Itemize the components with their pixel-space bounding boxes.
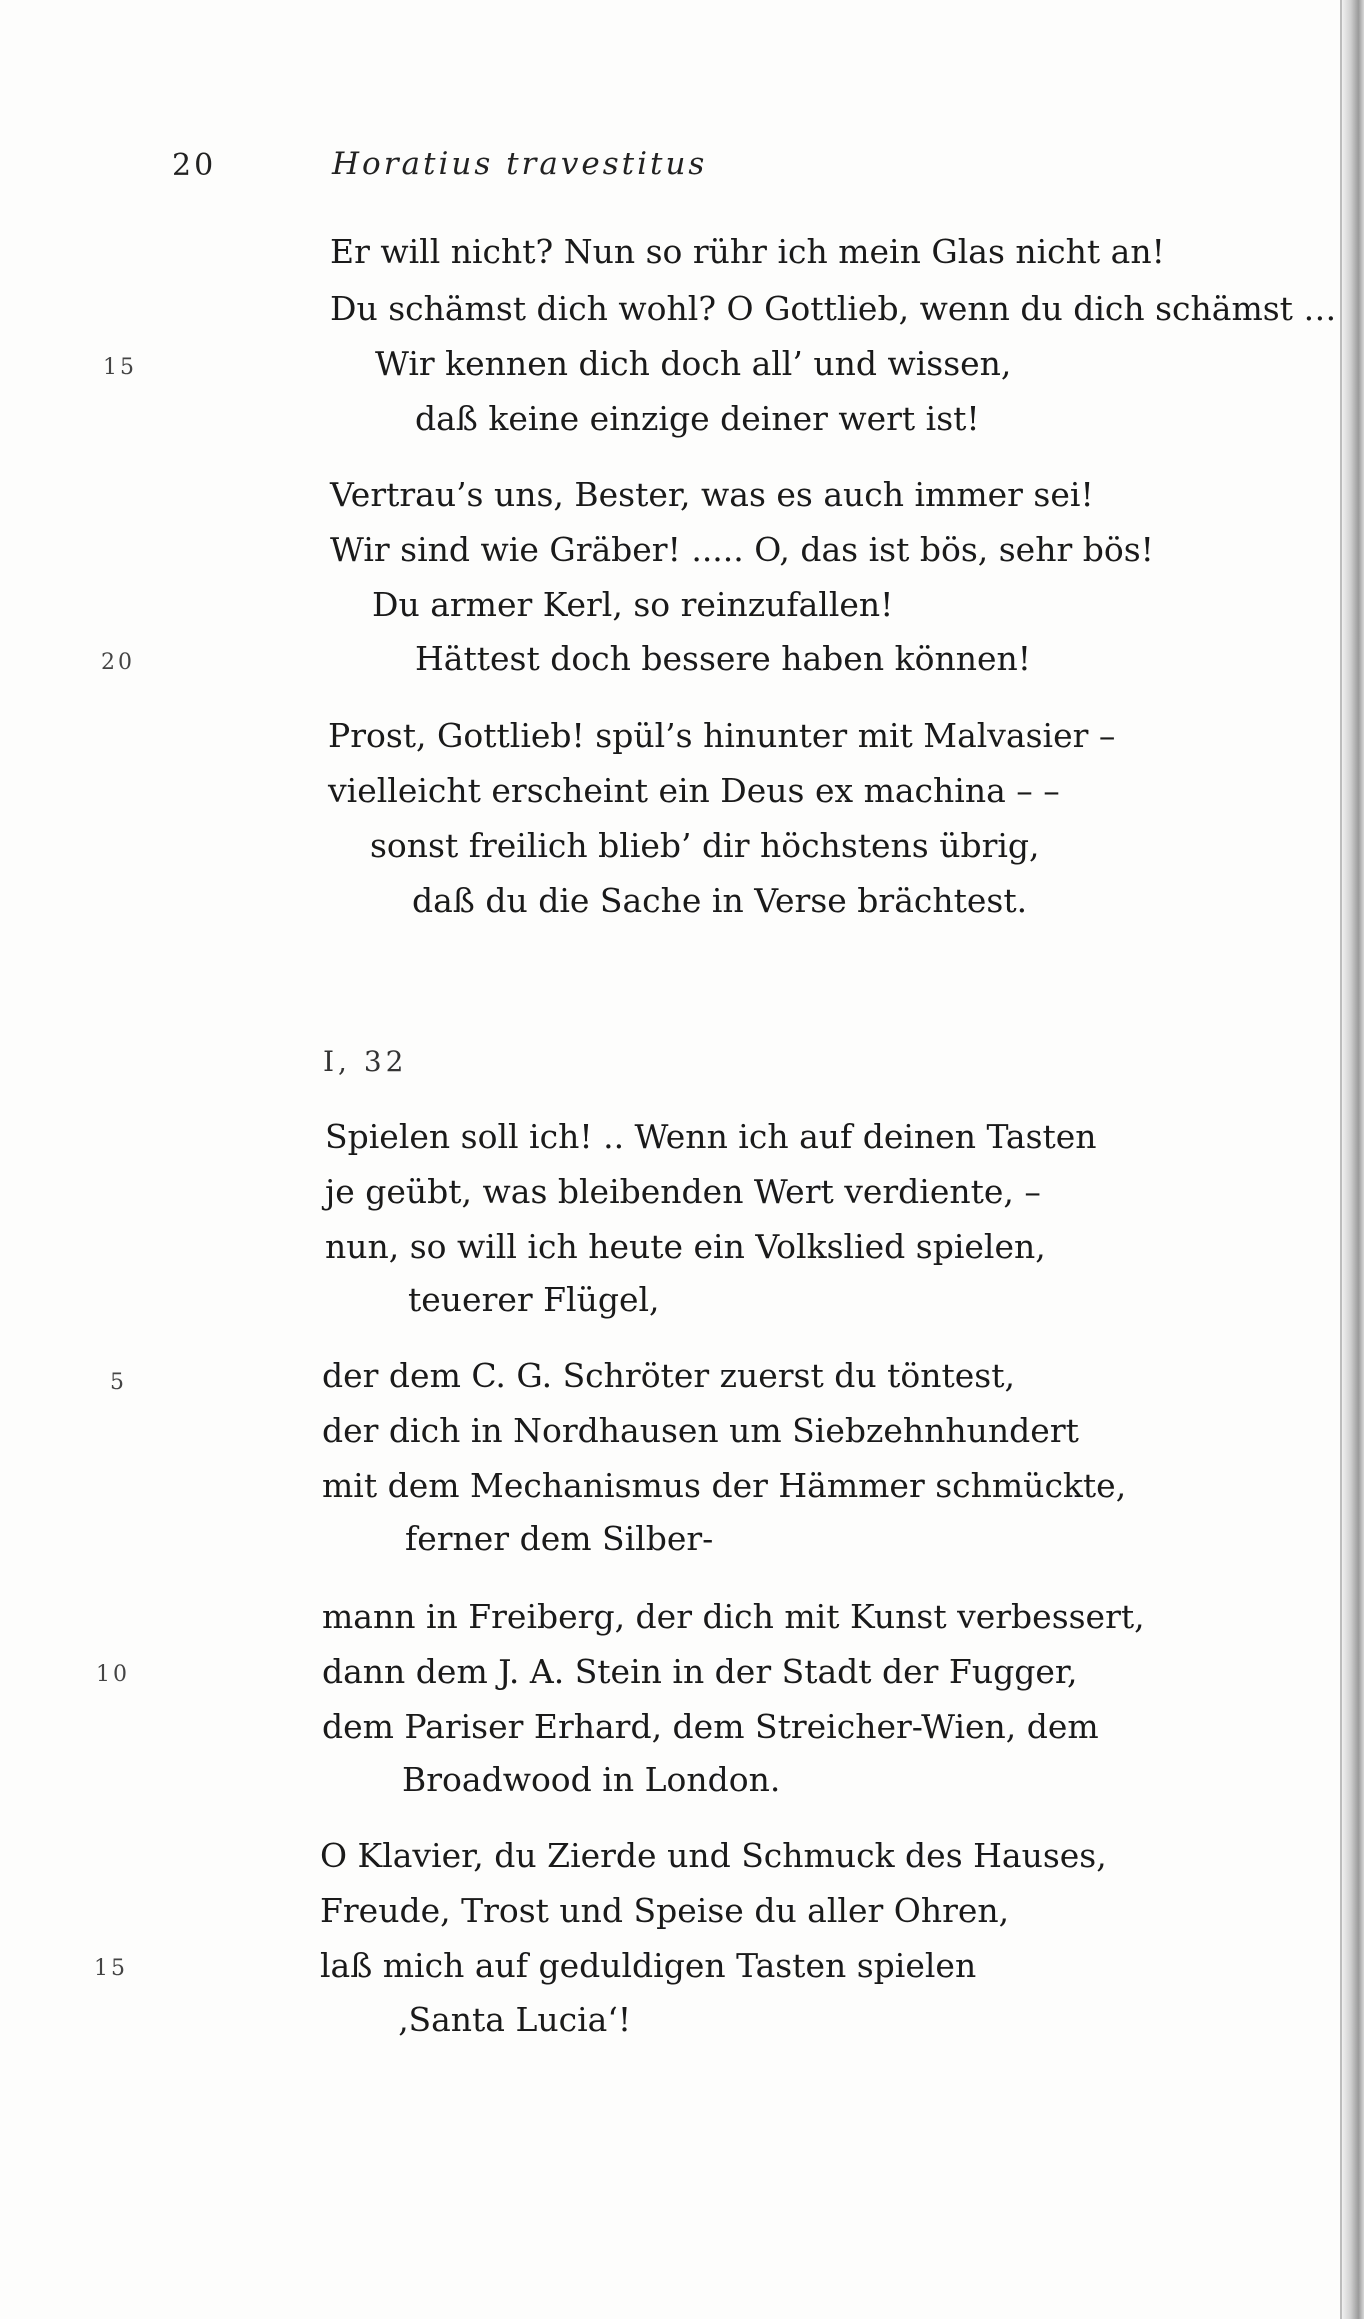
poem-line: dann dem J. A. Stein in der Stadt der Fugger, [322,1652,1078,1691]
page-number: 20 [172,148,217,183]
line-number: 15 [103,355,137,380]
poem-line: daß keine einzige deiner wert ist! [415,399,980,438]
poem-line: nun, so will ich heute ein Volkslied spielen, [325,1227,1046,1266]
line-number: 5 [110,1370,127,1395]
poem-line: Vertrau’s uns, Bester, was es auch immer sei! [330,475,1094,514]
poem-line: der dem C. G. Schröter zuerst du töntest, [322,1356,1015,1395]
poem-line: Broadwood in London. [402,1760,781,1799]
poem-line: je geübt, was bleibenden Wert verdiente, – [325,1172,1041,1211]
poem-line: mit dem Mechanismus der Hämmer schmückte, [322,1466,1127,1505]
poem-line: Prost, Gottlieb! spül’s hinunter mit Malvasier – [328,716,1116,755]
poem-line: Du armer Kerl, so reinzufallen! [372,585,894,624]
poem-line: ‚Santa Lucia‘! [398,2000,632,2039]
poem-line: O Klavier, du Zierde und Schmuck des Hauses, [320,1836,1107,1875]
line-number: 10 [96,1662,130,1687]
poem-line: Du schämst dich wohl? O Gottlieb, wenn du dich schämst … [330,289,1337,328]
poem-line: laß mich auf geduldigen Tasten spielen [320,1946,977,1985]
poem-line: teuerer Flügel, [408,1280,660,1319]
poem-line: mann in Freiberg, der dich mit Kunst verbessert, [322,1597,1145,1636]
poem-line: Spielen soll ich! .. Wenn ich auf deinen Tasten [325,1117,1097,1156]
poem-line: Er will nicht? Nun so rühr ich mein Glas nicht an! [330,232,1165,271]
page-edge-shadow [1342,0,1364,2319]
poem-line: Freude, Trost und Speise du aller Ohren, [320,1891,1010,1930]
line-number: 15 [94,1956,128,1981]
running-title: Horatius travestitus [332,146,708,182]
poem-line: dem Pariser Erhard, dem Streicher-Wien, dem [322,1707,1099,1746]
line-number: 20 [101,650,135,675]
poem-line: sonst freilich blieb’ dir höchstens übrig, [370,826,1040,865]
poem-line: der dich in Nordhausen um Siebzehnhundert [322,1411,1079,1450]
poem-line: vielleicht erscheint ein Deus ex machina – – [328,771,1060,810]
poem-line: ferner dem Silber- [405,1519,714,1558]
poem-line: Hättest doch bessere haben können! [415,639,1031,678]
poem-line: Wir kennen dich doch all’ und wissen, [375,344,1012,383]
poem-heading: I, 32 [323,1045,408,1078]
poem-line: Wir sind wie Gräber! ..... O, das ist bös, sehr bös! [330,530,1154,569]
poem-line: daß du die Sache in Verse brächtest. [412,881,1028,920]
